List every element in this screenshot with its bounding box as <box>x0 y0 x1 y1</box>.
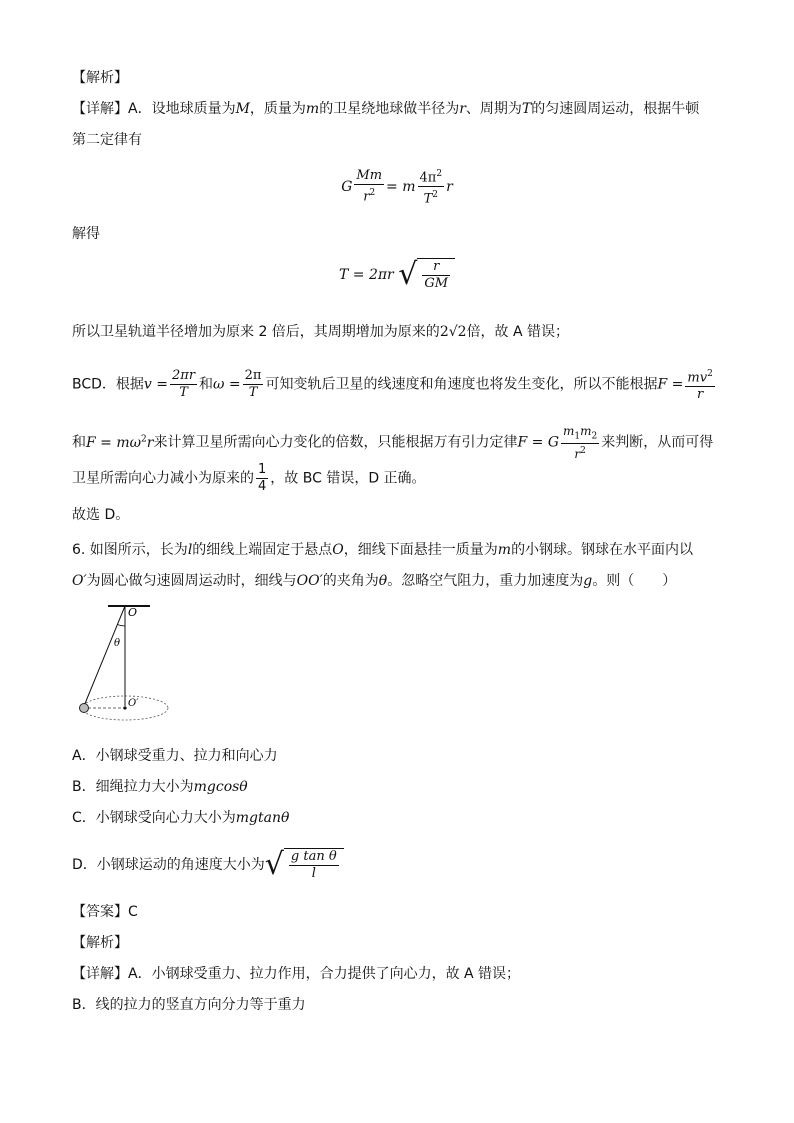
detail-a-q6: 【详解】A．小钢球受重力、拉力作用，合力提供了向心力，故 A 错误； <box>72 966 521 982</box>
label-o-prime: O′ <box>128 698 139 709</box>
conical-pendulum-figure <box>70 602 180 732</box>
option-b: B．细绳拉力大小为mgcosθ <box>72 779 248 795</box>
center-point <box>123 706 126 709</box>
equation-period: T = 2πr √ $\frac{r}{GM}$ <box>0 258 794 292</box>
choice-line: 故选 D。 <box>72 507 130 523</box>
label-o: O <box>128 606 138 619</box>
option-d: D．小钢球运动的角速度大小为√ $\frac{\text{g tan θ}}{l}$ <box>72 848 344 882</box>
radical-sign: √ <box>264 847 284 882</box>
analysis-heading: 【解析】 <box>72 70 128 86</box>
option-a: A．小钢球受重力、拉力和向心力 <box>72 748 278 764</box>
detail-bcd-line2: 和$F = m\omega^2r$来计算卫星所需向心力变化的倍数，只能根据万有引力定律F = G $\frac{m_1m_2}{r^2}$ 来判断，从而可得 <box>72 424 714 462</box>
angle-arc <box>117 625 125 627</box>
detail-label: 【详解】 <box>72 101 128 117</box>
detail-bcd-line1: BCD．根据v = $\frac{2\pi r}{T}$ 和ω = $\frac{2\pi}{T}$ 可知变轨后卫星的线速度和角速度也将发生变化，所以不能根据F = $\frac{mv^2}{r}$ <box>72 366 717 403</box>
solve-label: 解得 <box>72 226 100 242</box>
label-theta: θ <box>114 638 121 649</box>
equation-newton-second-law: G $\frac{Mm}{r^2}$ = m $\frac{4\pi^2}{T^2}$ r <box>0 166 794 208</box>
detail-b-q6: B．线的拉力的竖直方向分力等于重力 <box>72 997 306 1013</box>
option-c: C．小钢球受向心力大小为mgtanθ <box>72 810 290 826</box>
conclusion-a: 所以卫星轨道半径增加为原来 2 倍后，其周期增加为原来的2√2倍，故 A 错误； <box>72 324 570 340</box>
answer-line: 【答案】C <box>72 904 138 920</box>
analysis-heading-2: 【解析】 <box>72 935 128 951</box>
detail-a-line1: 【详解】A．设地球质量为M，质量为m的卫星绕地球做半径为r、周期为T的匀速圆周运动，根据牛顿 <box>72 101 700 117</box>
detail-bcd-line3: 卫星所需向心力减小为原来的 $\frac{1}{4}$ ，故 BC 错误，D 正确。 <box>72 462 426 494</box>
string-line <box>84 606 125 706</box>
radical-sign: √ <box>398 257 418 292</box>
question6-stem-line2: O′为圆心做匀速圆周运动时，细线与OO′的夹角为θ。忽略空气阻力，重力加速度为g。则（ ） <box>72 573 677 589</box>
question6-stem-line1: 6. 如图所示，长为l的细线上端固定于悬点O，细线下面悬挂一质量为m的小钢球。钢球在水平面内以 <box>72 542 694 558</box>
detail-a-line2: 第二定律有 <box>72 132 142 148</box>
steel-ball <box>80 704 89 713</box>
